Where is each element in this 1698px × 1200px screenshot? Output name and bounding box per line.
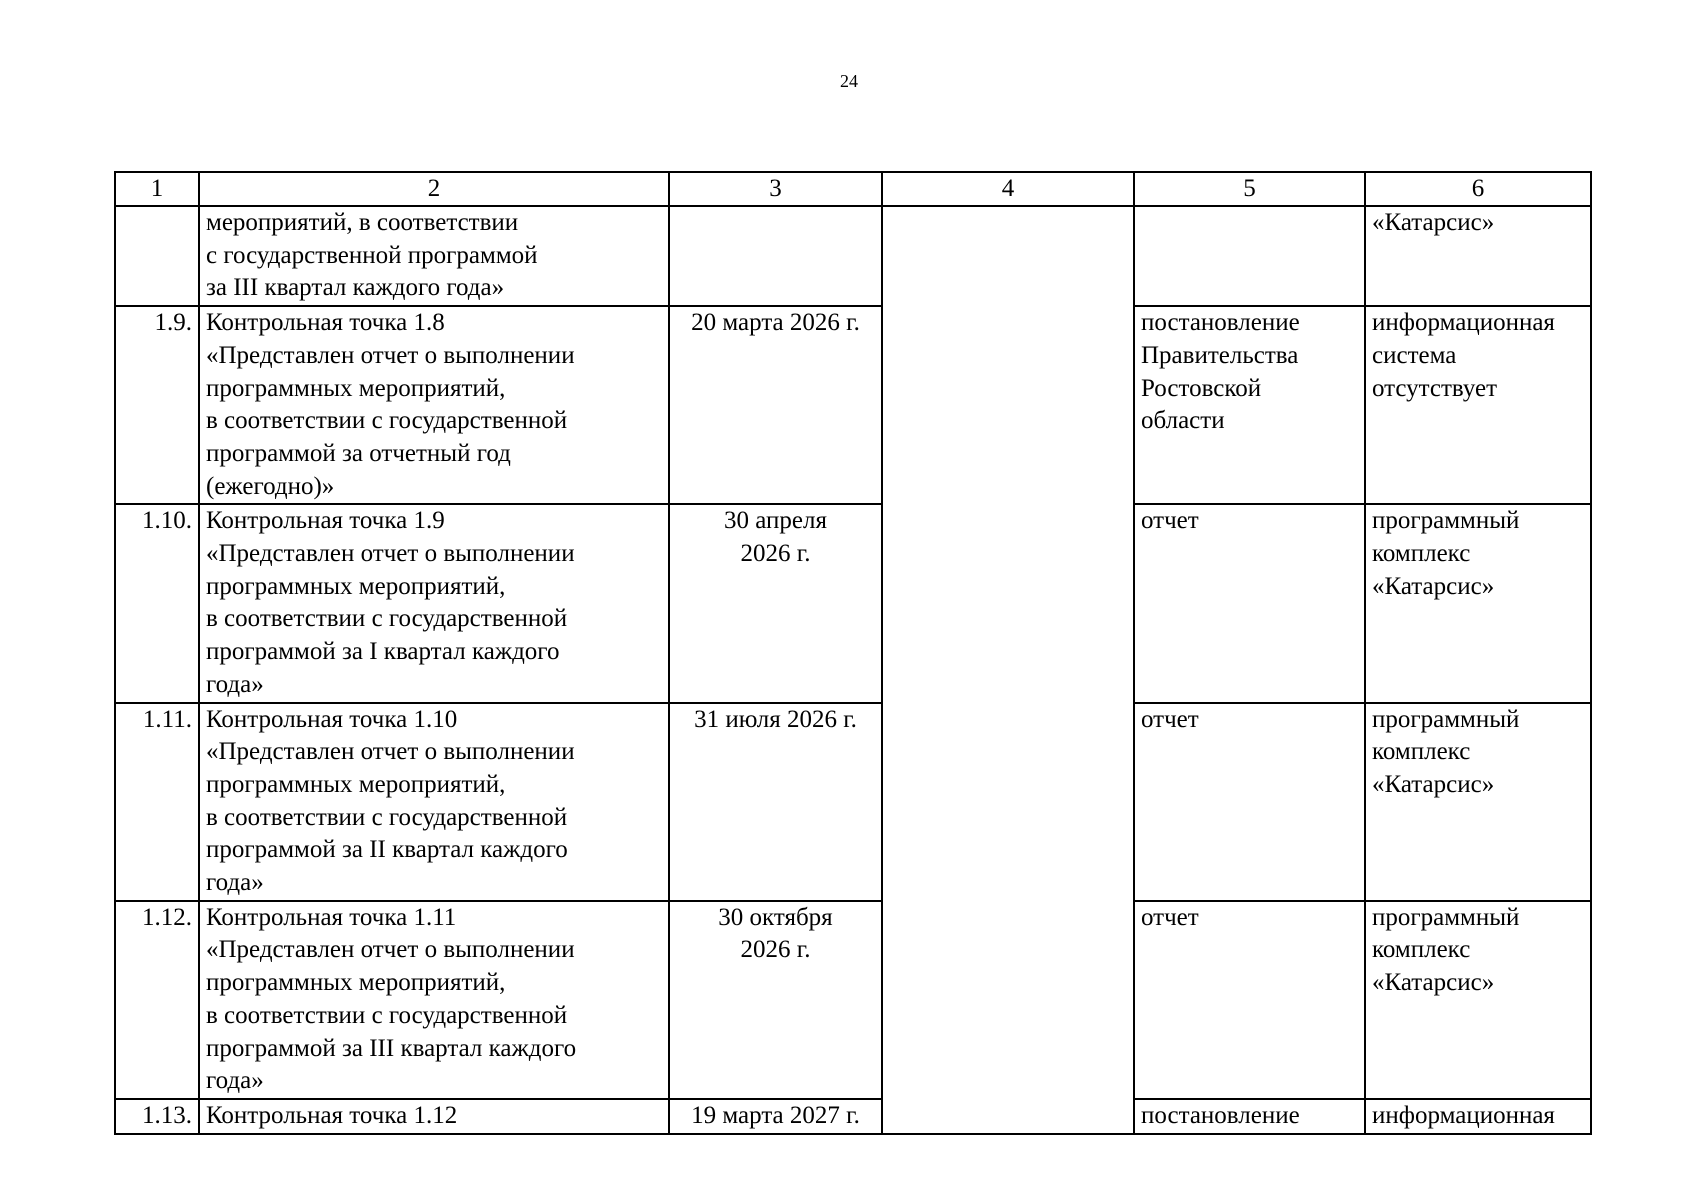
control-point-description-line: (ежегодно)» — [206, 472, 335, 500]
information-system-line: «Катарсис» — [1372, 969, 1495, 997]
document-type-line: отчет — [1141, 705, 1199, 733]
document-type — [1134, 504, 1365, 702]
row-number: 1.13. — [115, 1099, 199, 1134]
information-system — [1365, 504, 1591, 702]
control-point-description-line: «Представлен отчет о выполнении — [206, 936, 575, 964]
due-date-line: 2026 г. — [740, 936, 811, 964]
row-number — [115, 206, 199, 306]
control-point-description-line: «Представлен отчет о выполнении — [206, 341, 575, 369]
control-point-description-line: программных мероприятий, — [206, 969, 506, 997]
document-type-line: отчет — [1141, 903, 1199, 931]
information-system-line: программный — [1372, 705, 1520, 733]
due-date-line: 30 апреля — [724, 507, 827, 535]
information-system-line: программный — [1372, 507, 1520, 535]
due-date — [669, 206, 882, 306]
control-point-description-line: Контрольная точка 1.12 — [206, 1101, 458, 1129]
due-date-line: 19 марта 2027 г. — [691, 1101, 860, 1129]
control-point-description-line: за III квартал каждого года» — [206, 274, 505, 302]
table-row — [115, 206, 1591, 306]
information-system-line: комплекс — [1372, 540, 1471, 568]
control-point-description — [199, 703, 669, 901]
control-point-description-line: с государственной программой — [206, 241, 538, 269]
control-point-description-line: программных мероприятий, — [206, 572, 506, 600]
control-point-description-line: программой за I квартал каждого — [206, 638, 560, 666]
due-date-line: 2026 г. — [740, 540, 811, 568]
control-point-description — [199, 206, 669, 306]
document-type-line: области — [1141, 407, 1225, 435]
information-system — [1365, 206, 1591, 306]
table-header-row — [115, 172, 1591, 206]
information-system — [1365, 1099, 1591, 1134]
control-point-description-line: года» — [206, 869, 264, 897]
table-row — [115, 703, 1591, 901]
information-system — [1365, 306, 1591, 504]
control-point-description — [199, 504, 669, 702]
information-system-line: отсутствует — [1372, 374, 1498, 402]
row-number: 1.9. — [115, 306, 199, 504]
control-point-description-line: программой за II квартал каждого — [206, 836, 568, 864]
table-row — [115, 901, 1591, 1099]
document-type-line: Ростовской — [1141, 374, 1262, 402]
due-date — [669, 703, 882, 901]
control-points-table — [114, 171, 1592, 1135]
document-type — [1134, 1099, 1365, 1134]
information-system-line: комплекс — [1372, 936, 1471, 964]
information-system — [1365, 703, 1591, 901]
control-point-description-line: «Представлен отчет о выполнении — [206, 540, 575, 568]
due-date-line: 20 марта 2026 г. — [691, 309, 860, 337]
document-type-line: отчет — [1141, 507, 1199, 535]
document-type — [1134, 306, 1365, 504]
control-point-description-line: года» — [206, 1067, 264, 1095]
control-point-description-line: программой за III квартал каждого — [206, 1034, 577, 1062]
due-date — [669, 306, 882, 504]
control-point-description — [199, 1099, 669, 1134]
table-row — [115, 306, 1591, 504]
information-system-line: информационная — [1372, 309, 1555, 337]
document-type — [1134, 703, 1365, 901]
control-point-description-line: «Представлен отчет о выполнении — [206, 738, 575, 766]
due-date-line: 30 октября — [718, 903, 833, 931]
row-number: 1.11. — [115, 703, 199, 901]
control-point-description-line: Контрольная точка 1.8 — [206, 309, 445, 337]
column-header: 1 — [115, 172, 199, 206]
table-row — [115, 1099, 1591, 1134]
information-system-line: «Катарсис» — [1372, 770, 1495, 798]
due-date — [669, 504, 882, 702]
control-point-description-line: в соответствии с государственной — [206, 803, 568, 831]
control-point-description-line: года» — [206, 670, 264, 698]
row-number: 1.10. — [115, 504, 199, 702]
control-point-description-line: программных мероприятий, — [206, 770, 506, 798]
control-point-description-line: в соответствии с государственной — [206, 605, 568, 633]
information-system-line: информационная — [1372, 1101, 1555, 1129]
control-point-description-line: Контрольная точка 1.10 — [206, 705, 458, 733]
information-system-line: «Катарсис» — [1372, 572, 1495, 600]
document-type-line: постановление — [1141, 309, 1300, 337]
document-type — [1134, 901, 1365, 1099]
due-date — [669, 901, 882, 1099]
column-header: 3 — [669, 172, 882, 206]
control-point-description-line: мероприятий, в соответствии — [206, 209, 519, 236]
column-header: 4 — [882, 172, 1134, 206]
control-point-description-line: в соответствии с государственной — [206, 1001, 568, 1029]
responsible-column-merged — [882, 206, 1134, 1134]
control-point-description — [199, 901, 669, 1099]
page-number: 24 — [840, 71, 858, 91]
due-date-line: 31 июля 2026 г. — [694, 705, 857, 733]
due-date — [669, 1099, 882, 1134]
document-type — [1134, 206, 1365, 306]
column-header: 5 — [1134, 172, 1365, 206]
control-point-description-line: Контрольная точка 1.9 — [206, 507, 445, 535]
information-system-line: «Катарсис» — [1372, 209, 1495, 236]
document-type-line: Правительства — [1141, 341, 1299, 369]
document-type-line: постановление — [1141, 1101, 1300, 1129]
control-point-description-line: в соответствии с государственной — [206, 407, 568, 435]
information-system-line: система — [1372, 341, 1457, 369]
information-system — [1365, 901, 1591, 1099]
information-system-line: программный — [1372, 903, 1520, 931]
control-point-description-line: Контрольная точка 1.11 — [206, 903, 457, 931]
control-point-description — [199, 306, 669, 504]
column-header: 6 — [1365, 172, 1591, 206]
control-point-description-line: программных мероприятий, — [206, 374, 506, 402]
control-point-description-line: программой за отчетный год — [206, 439, 511, 467]
row-number: 1.12. — [115, 901, 199, 1099]
column-header: 2 — [199, 172, 669, 206]
table-row — [115, 504, 1591, 702]
information-system-line: комплекс — [1372, 738, 1471, 766]
